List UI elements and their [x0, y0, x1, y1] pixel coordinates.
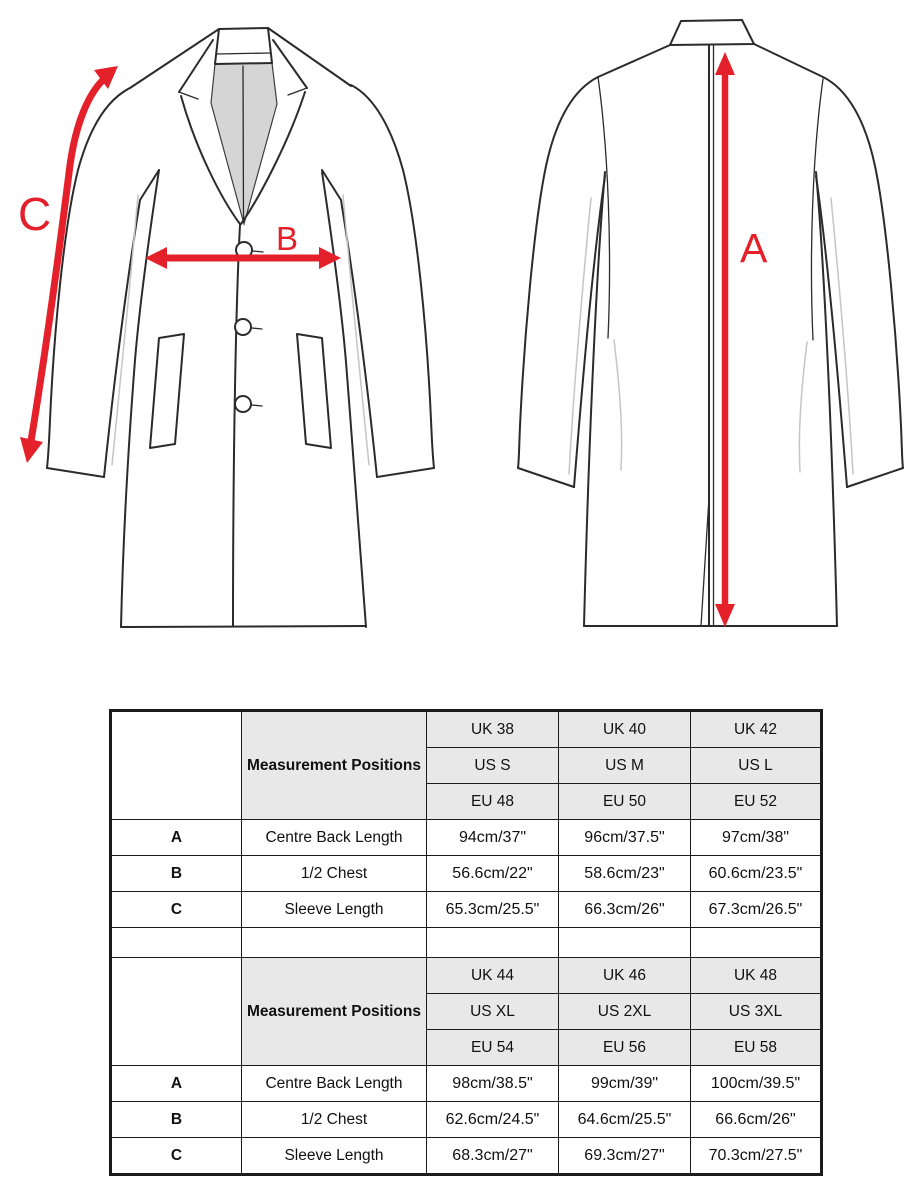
size-header-cell: US 2XL [559, 994, 691, 1030]
front-pocket-left [150, 334, 184, 448]
table2-header-row-uk [111, 958, 822, 994]
measure-arrow-a [715, 52, 768, 627]
size-header-cell: US L [691, 748, 822, 784]
position-letter: A [111, 1066, 242, 1102]
label-b: B [276, 220, 299, 257]
table1-header-row-uk [111, 711, 822, 748]
table-row [111, 1066, 822, 1102]
size-chart-table [109, 709, 823, 1176]
position-name: Centre Back Length [242, 820, 427, 856]
front-buttons [235, 242, 263, 412]
corner-cell [111, 711, 242, 820]
measurement-value: 64.6cm/25.5" [559, 1102, 691, 1138]
table-spacer-row [111, 928, 822, 958]
measurement-value: 99cm/39" [559, 1066, 691, 1102]
measurement-value: 96cm/37.5" [559, 820, 691, 856]
corner-cell [111, 958, 242, 1066]
position-name: 1/2 Chest [242, 1102, 427, 1138]
position-letter: B [111, 856, 242, 892]
position-letter: C [111, 1138, 242, 1175]
measurement-value: 65.3cm/25.5" [427, 892, 559, 928]
measurement-value: 66.3cm/26" [559, 892, 691, 928]
measurement-value: 98cm/38.5" [427, 1066, 559, 1102]
position-name: Sleeve Length [242, 892, 427, 928]
measurement-value: 94cm/37" [427, 820, 559, 856]
measurement-value: 97cm/38" [691, 820, 822, 856]
measurement-positions-header: Measurement Positions [242, 711, 427, 820]
size-header-cell: UK 48 [691, 958, 822, 994]
size-header-cell: UK 42 [691, 711, 822, 748]
measure-arrow-c [18, 66, 118, 463]
front-pocket-right [297, 334, 331, 448]
position-letter: B [111, 1102, 242, 1138]
measurement-value: 60.6cm/23.5" [691, 856, 822, 892]
measurement-value: 66.6cm/26" [691, 1102, 822, 1138]
measurement-value: 68.3cm/27" [427, 1138, 559, 1175]
size-header-cell: US XL [427, 994, 559, 1030]
position-name: 1/2 Chest [242, 856, 427, 892]
size-header-cell: EU 52 [691, 784, 822, 820]
coat-back-view-drawing [456, 0, 913, 660]
size-header-cell: UK 38 [427, 711, 559, 748]
size-header-cell: EU 54 [427, 1030, 559, 1066]
position-name: Sleeve Length [242, 1138, 427, 1175]
table-row [111, 1138, 822, 1175]
position-letter: A [111, 820, 242, 856]
measurement-value: 62.6cm/24.5" [427, 1102, 559, 1138]
label-c: C [18, 188, 52, 240]
position-name: Centre Back Length [242, 1066, 427, 1102]
measurement-value: 70.3cm/27.5" [691, 1138, 822, 1175]
size-header-cell: UK 46 [559, 958, 691, 994]
size-header-cell: US S [427, 748, 559, 784]
label-a: A [740, 225, 768, 271]
size-header-cell: EU 58 [691, 1030, 822, 1066]
measurement-value: 100cm/39.5" [691, 1066, 822, 1102]
size-header-cell: UK 40 [559, 711, 691, 748]
measurement-value: 67.3cm/26.5" [691, 892, 822, 928]
measurement-positions-header: Measurement Positions [242, 958, 427, 1066]
size-header-cell: US 3XL [691, 994, 822, 1030]
table-row [111, 820, 822, 856]
measurement-value: 69.3cm/27" [559, 1138, 691, 1175]
size-header-cell: EU 50 [559, 784, 691, 820]
position-letter: C [111, 892, 242, 928]
size-header-cell: UK 44 [427, 958, 559, 994]
size-header-cell: EU 56 [559, 1030, 691, 1066]
coat-front-view-drawing [0, 0, 456, 660]
table-row [111, 892, 822, 928]
measurement-value: 56.6cm/22" [427, 856, 559, 892]
size-header-cell: EU 48 [427, 784, 559, 820]
size-header-cell: US M [559, 748, 691, 784]
table-row [111, 1102, 822, 1138]
measurement-value: 58.6cm/23" [559, 856, 691, 892]
table-row [111, 856, 822, 892]
